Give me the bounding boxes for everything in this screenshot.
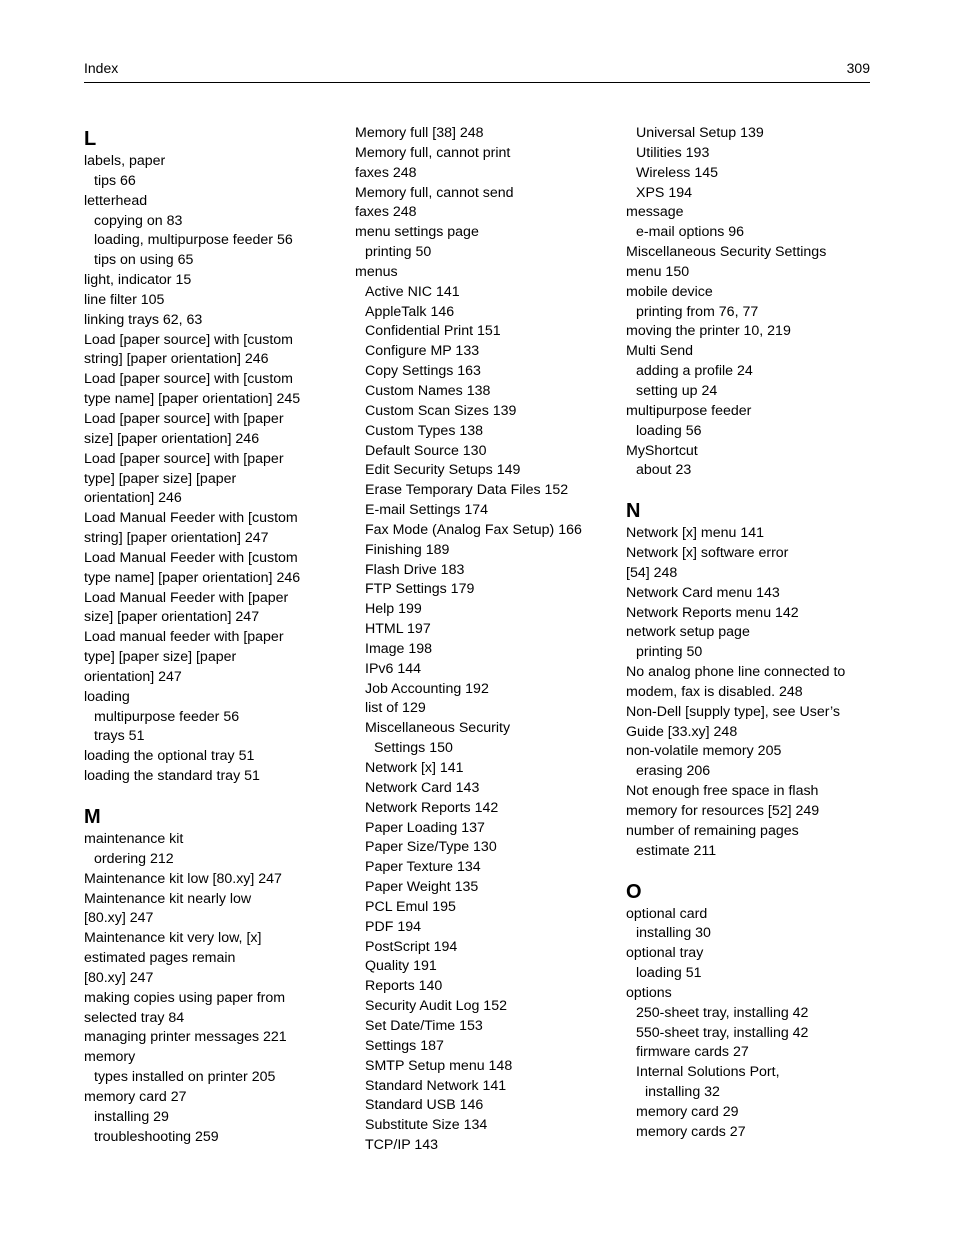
index-entry: optional tray: [626, 945, 704, 962]
index-subentry: Paper Weight 135: [365, 879, 479, 896]
index-entry: Network [x] software error: [626, 545, 789, 562]
index-subentry-continued: installing 32: [645, 1084, 720, 1101]
index-entry-continued: orientation] 247: [84, 668, 182, 685]
index-entry: Network Reports menu 142: [626, 604, 799, 621]
index-subentry: Custom Types 138: [365, 422, 484, 439]
index-entry: Load [paper source] with [paper: [84, 450, 284, 467]
index-entry-continued: estimated pages remain: [84, 950, 236, 967]
index-entry: maintenance kit: [84, 831, 184, 847]
index-subentry: types installed on printer 205: [94, 1069, 276, 1086]
index-subentry: Network Reports 142: [365, 799, 499, 816]
index-entry: message: [626, 204, 684, 221]
index-subentry: Configure MP 133: [365, 343, 480, 360]
index-entry: moving the printer 10, 219: [626, 323, 791, 340]
index-entry: optional card: [626, 905, 708, 922]
index-subentry: tips on using 65: [94, 252, 194, 269]
index-entry: menu settings page: [355, 224, 479, 241]
index-subentry: 550-sheet tray, installing 42: [636, 1024, 809, 1041]
index-subentry: setting up 24: [636, 382, 718, 399]
index-subentry: troubleshooting 259: [94, 1128, 219, 1145]
index-entry: Load Manual Feeder with [custom: [84, 549, 298, 566]
index-entry: Memory full, cannot print: [355, 144, 511, 161]
index-subentry: Flash Drive 183: [365, 561, 465, 578]
index-entry: memory: [84, 1049, 136, 1066]
index-entry-continued: Guide [33.xy] 248: [626, 723, 738, 740]
index-subentry: PCL Emul 195: [365, 898, 456, 915]
index-subentry: Finishing 189: [365, 541, 450, 558]
index-entry-continued: modem, fax is disabled. 248: [626, 683, 803, 700]
index-subentry: loading 56: [636, 422, 702, 439]
index-entry-continued: type name] [paper orientation] 245: [84, 391, 301, 408]
index-entry-continued: [80.xy] 247: [84, 910, 154, 927]
index-subentry: Active NIC 141: [365, 283, 460, 300]
index-subentry: erasing 206: [636, 763, 711, 780]
index-subentry-continued: Settings 150: [374, 740, 453, 757]
index-subentry: copying on 83: [94, 212, 183, 229]
index-entry: Memory full, cannot send: [355, 184, 514, 201]
index-subentry: SMTP Setup menu 148: [365, 1057, 513, 1074]
index-subentry: PostScript 194: [365, 938, 458, 955]
index-entry: Load [paper source] with [custom: [84, 371, 293, 388]
index-subentry: Wireless 145: [636, 164, 719, 181]
index-entry: options: [626, 984, 672, 1001]
index-subentry: ordering 212: [94, 850, 174, 867]
index-entry: non-volatile memory 205: [626, 743, 782, 760]
index-subentry: Job Accounting 192: [365, 680, 489, 697]
index-entry-continued: type] [paper size] [paper: [84, 649, 237, 666]
index-subentry: printing 50: [636, 644, 703, 661]
index-entry-continued: type name] [paper orientation] 246: [84, 569, 301, 586]
index-subentry: Internal Solutions Port,: [636, 1064, 780, 1081]
index-subentry: Custom Scan Sizes 139: [365, 402, 517, 419]
index-subentry: list of 129: [365, 700, 426, 717]
index-subentry: Quality 191: [365, 958, 437, 975]
index-column-2: [355, 124, 613, 1156]
index-entry: Network Card menu 143: [626, 584, 780, 601]
index-subentry: IPv6 144: [365, 660, 422, 677]
index-entry-continued: type] [paper size] [paper: [84, 470, 237, 487]
index-subentry: multipurpose feeder 56: [94, 708, 240, 725]
index-subentry: AppleTalk 146: [365, 303, 455, 320]
index-entry: mobile device: [626, 283, 713, 300]
index-entry: loading the optional tray 51: [84, 748, 255, 765]
index-entry-continued: orientation] 246: [84, 490, 182, 507]
index-entry: Maintenance kit low [80.xy] 247: [84, 870, 282, 887]
index-subentry: printing from 76, 77: [636, 303, 759, 320]
index-entry: managing printer messages 221: [84, 1029, 287, 1046]
index-column-1: [84, 124, 342, 1148]
index-subentry: Image 198: [365, 640, 433, 657]
index-subentry: Security Audit Log 152: [365, 998, 507, 1015]
index-entry: Multi Send: [626, 343, 694, 360]
index-entry-continued: faxes 248: [355, 204, 417, 221]
index-subentry: e-mail options 96: [636, 224, 745, 241]
index-entry: Load Manual Feeder with [custom: [84, 510, 298, 527]
index-entry-continued: size] [paper orientation] 247: [84, 609, 260, 626]
index-entry-continued: string] [paper orientation] 247: [84, 530, 269, 547]
index-subentry: trays 51: [94, 728, 145, 745]
section-letter-l: L: [84, 128, 97, 150]
index-subentry: Standard Network 141: [365, 1077, 507, 1094]
index-subentry: Utilities 193: [636, 144, 710, 161]
index-entry-continued: memory for resources [52] 249: [626, 803, 820, 819]
page-number: 309: [846, 60, 870, 76]
index-subentry: XPS 194: [636, 184, 693, 201]
index-subentry: installing 29: [94, 1108, 169, 1125]
index-subentry: TCP/IP 143: [365, 1137, 439, 1154]
index-subentry: Help 199: [365, 601, 422, 618]
index-subentry: Reports 140: [365, 978, 443, 995]
section-letter-n: N: [626, 500, 641, 523]
index-entry-continued: selected tray 84: [84, 1009, 185, 1026]
index-subentry: Fax Mode (Analog Fax Setup) 166: [365, 521, 582, 538]
index-entry: loading the standard tray 51: [84, 768, 260, 785]
page-header: [84, 60, 870, 83]
index-entry-continued: faxes 248: [355, 164, 417, 181]
index-subentry: Paper Size/Type 130: [365, 839, 497, 856]
index-subentry: about 23: [636, 462, 692, 479]
index-entry: loading: [84, 688, 130, 705]
index-entry: Miscellaneous Security Settings: [626, 244, 827, 261]
index-entry: number of remaining pages: [626, 822, 799, 839]
index-entry: Maintenance kit very low, [x]: [84, 930, 262, 947]
index-entry: line filter 105: [84, 291, 165, 308]
index-entry: No analog phone line connected to: [626, 664, 846, 681]
index-entry: multipurpose feeder: [626, 402, 752, 419]
index-entry: Maintenance kit nearly low: [84, 890, 252, 907]
index-entry-continued: [54] 248: [626, 564, 678, 581]
section-letter-o: O: [626, 880, 642, 903]
index-entry: Load [paper source] with [paper: [84, 410, 284, 427]
index-subentry: PDF 194: [365, 918, 421, 935]
index-subentry: Paper Loading 137: [365, 819, 485, 836]
section-title: Index: [84, 60, 119, 76]
index-subentry: Copy Settings 163: [365, 363, 481, 380]
index-entry: Network [x] menu 141: [626, 525, 764, 542]
index-entry: memory card 27: [84, 1088, 187, 1105]
index-entry: linking trays 62, 63: [84, 311, 203, 328]
index-subentry: FTP Settings 179: [365, 581, 475, 598]
index-subentry: memory cards 27: [636, 1123, 746, 1140]
index-entry-continued: menu 150: [626, 263, 690, 280]
index-column-3: [626, 124, 870, 1143]
index-entry-continued: [80.xy] 247: [84, 969, 154, 986]
index-entry-continued: string] [paper orientation] 246: [84, 351, 269, 368]
index-entry: Memory full [38] 248: [355, 125, 484, 141]
index-subentry: Network [x] 141: [365, 760, 464, 776]
index-subentry: Custom Names 138: [365, 382, 491, 399]
index-entry: light, indicator 15: [84, 272, 192, 289]
index-subentry: tips 66: [94, 172, 136, 189]
index-entry: labels, paper: [84, 153, 166, 169]
index-entry: Non-Dell [supply type], see User’s: [626, 703, 840, 720]
index-subentry: Miscellaneous Security: [365, 720, 511, 737]
index-subentry: 250-sheet tray, installing 42: [636, 1004, 809, 1021]
index-subentry: installing 30: [636, 925, 711, 942]
index-entry: menus: [355, 263, 398, 280]
index-entry: Load Manual Feeder with [paper: [84, 589, 289, 606]
index-subentry: Default Source 130: [365, 442, 487, 459]
index-subentry: estimate 211: [636, 842, 717, 859]
index-subentry: loading 51: [636, 965, 702, 982]
index-subentry: printing 50: [365, 244, 432, 261]
index-subentry: Edit Security Setups 149: [365, 462, 521, 479]
index-subentry: Network Card 143: [365, 779, 480, 796]
index-entry: network setup page: [626, 624, 750, 641]
index-entry: Load [paper source] with [custom: [84, 331, 293, 348]
index-subentry: firmware cards 27: [636, 1044, 749, 1061]
index-subentry: Standard USB 146: [365, 1097, 484, 1114]
index-subentry: memory card 29: [636, 1103, 739, 1120]
index-entry: MyShortcut: [626, 442, 698, 459]
index-subentry: Set Date/Time 153: [365, 1017, 483, 1034]
index-subentry: Settings 187: [365, 1037, 444, 1054]
index-subentry: Universal Setup 139: [636, 125, 764, 141]
index-subentry: Confidential Print 151: [365, 323, 501, 340]
index-subentry: adding a profile 24: [636, 363, 753, 380]
index-subentry: HTML 197: [365, 621, 431, 638]
index-subentry: Substitute Size 134: [365, 1117, 488, 1134]
index-entry-continued: size] [paper orientation] 246: [84, 430, 260, 447]
index-subentry: Erase Temporary Data Files 152: [365, 482, 569, 499]
index-entry: making copies using paper from: [84, 989, 286, 1006]
index-entry: letterhead: [84, 192, 148, 209]
index-subentry: E-mail Settings 174: [365, 502, 489, 519]
index-subentry: loading, multipurpose feeder 56: [94, 232, 293, 249]
section-letter-m: M: [84, 806, 101, 828]
index-subentry: Paper Texture 134: [365, 859, 481, 876]
index-entry: Load manual feeder with [paper: [84, 629, 284, 646]
index-entry: Not enough free space in flash: [626, 783, 819, 800]
